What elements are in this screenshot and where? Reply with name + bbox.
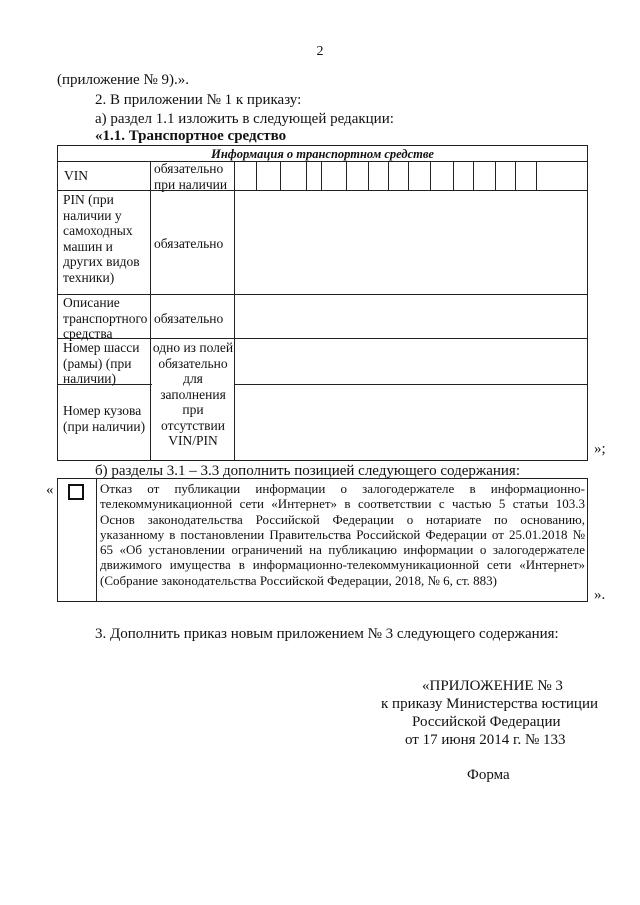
notice-text: Отказ от публикации информации о залогодержателе в информационно-телекоммуникационной сети «Интернет» в соответствии с частью 5 статьи 103.3 Основ законодательства Российской Федерации о нотариате по основанию, указанному в постановлении Правительства Российской Федерации от 25.01.2018 № 65 «Об установлении ограничений на публикацию информации о залогодержателе движимого имущества в информационно-телекоммуникационной сети «Интернет» (Собрание законодательства Российской Федерации, 2018, № 6, ст. 883) bbox=[100, 481, 585, 588]
vehicle-info-table bbox=[57, 145, 588, 461]
intro-line-2: 2. В приложении № 1 к приказу: bbox=[95, 92, 302, 108]
item-b: б) разделы 3.1 – 3.3 дополнить позицией следующего содержания: bbox=[95, 463, 520, 479]
appendix-line-4: от 17 июня 2014 г. № 133 bbox=[405, 732, 566, 748]
checkbox-icon[interactable] bbox=[68, 484, 84, 500]
notice-close-mark: ». bbox=[594, 587, 606, 603]
row-req-pin: обязательно bbox=[154, 236, 224, 251]
row-label-body: Номер кузова (при наличии) bbox=[63, 403, 146, 434]
row-label-chassis: Номер шасси (рамы) (при наличии) bbox=[63, 340, 140, 386]
row-label-description: Описание транспортного средства bbox=[63, 295, 148, 341]
notice-box bbox=[57, 478, 588, 602]
notice-open-quote: « bbox=[46, 482, 54, 498]
row-req-description: обязательно bbox=[154, 311, 224, 326]
row-req-vin: обязательно при наличии bbox=[154, 161, 228, 192]
row-label-vin: VIN bbox=[64, 168, 88, 183]
section-title: «1.1. Транспортное средство bbox=[95, 128, 287, 144]
appendix-line-2: к приказу Министерства юстиции bbox=[381, 696, 598, 712]
appendix-line-1: «ПРИЛОЖЕНИЕ № 3 bbox=[422, 678, 563, 694]
item-3: 3. Дополнить приказ новым приложением № 3 следующего содержания: bbox=[95, 626, 559, 642]
row-req-chassis-body: одно из полей обязательно для заполнения при отсутствии VIN/PIN bbox=[152, 340, 234, 448]
table-closing-mark: »; bbox=[594, 441, 606, 457]
page-number: 2 bbox=[316, 44, 324, 59]
intro-line-3: а) раздел 1.1 изложить в следующей редакции: bbox=[95, 111, 394, 127]
appendix-line-3: Российской Федерации bbox=[412, 714, 561, 730]
row-label-pin: PIN (при наличии у самоходных машин и других видов техники) bbox=[63, 192, 140, 285]
form-label: Форма bbox=[467, 767, 510, 783]
table-header: Информация о транспортном средстве bbox=[211, 147, 434, 161]
intro-line-1: (приложение № 9).». bbox=[57, 72, 190, 88]
